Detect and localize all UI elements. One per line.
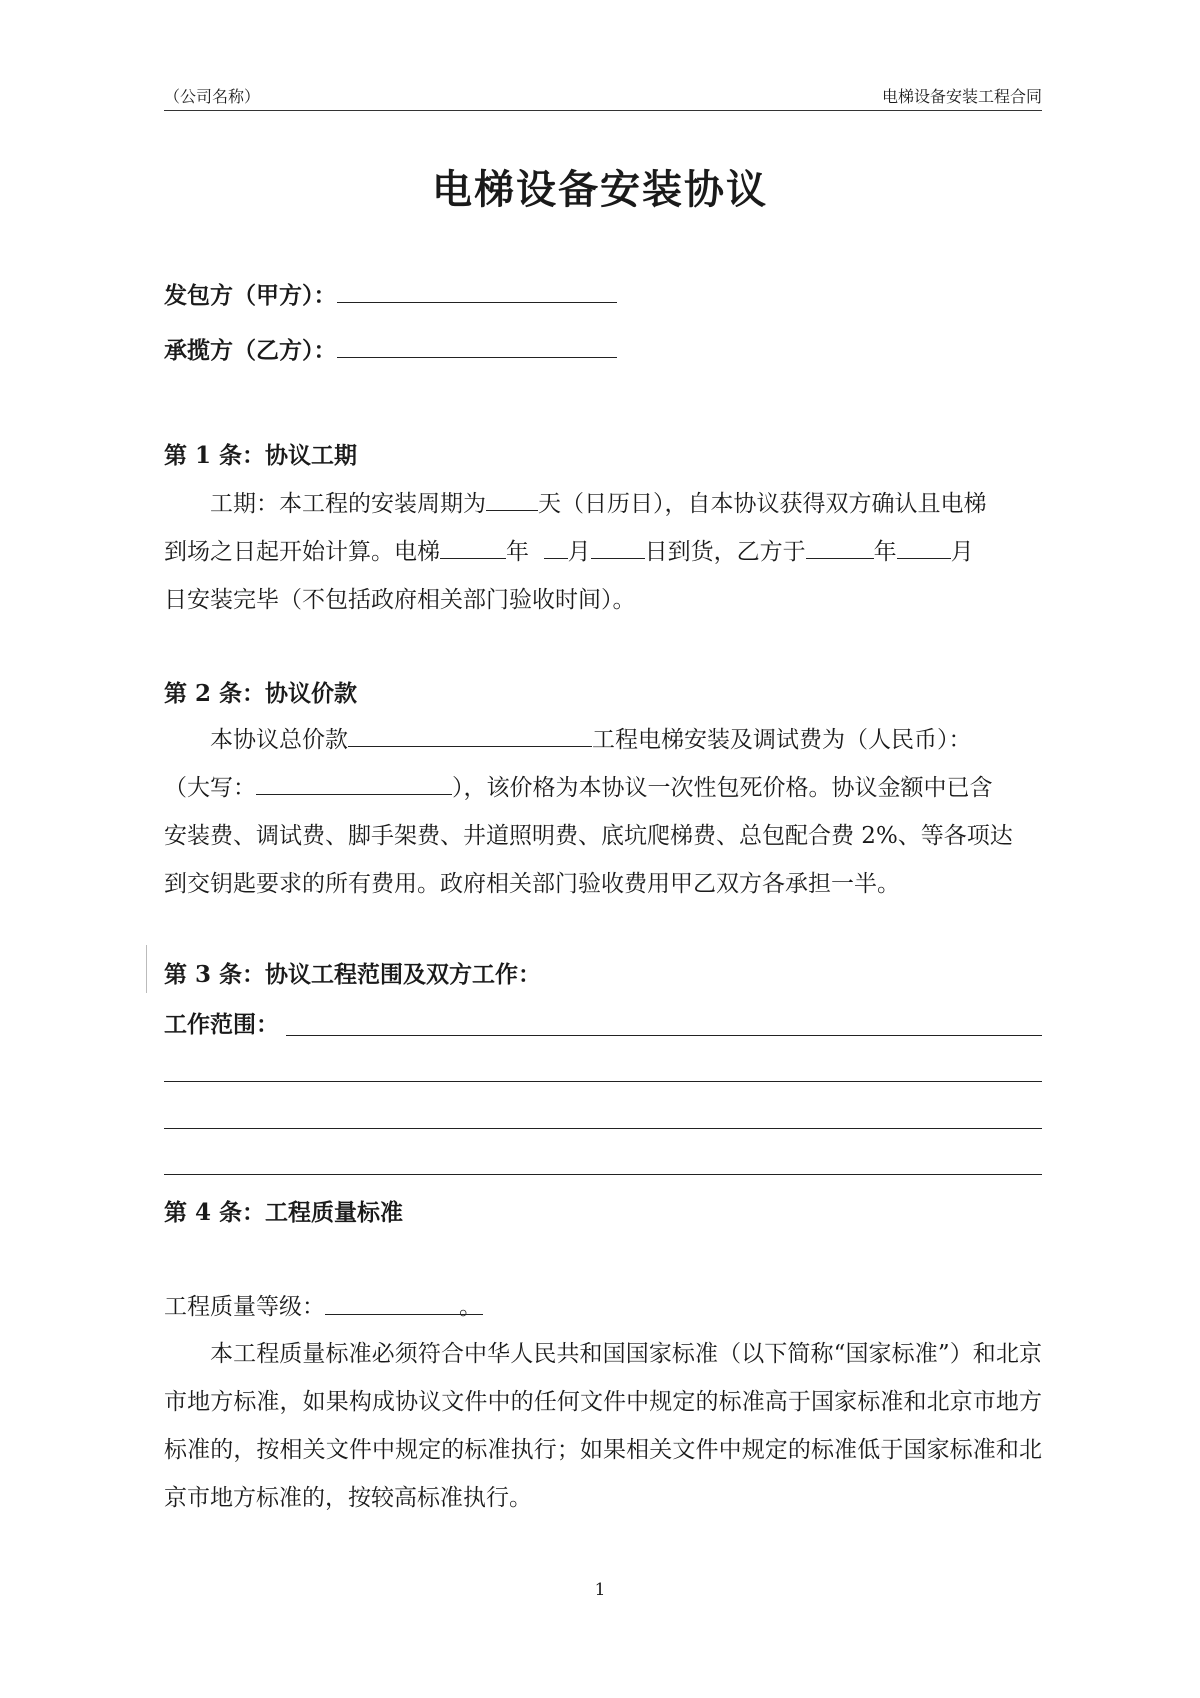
article-2-text: 到交钥匙要求的所有费用。政府相关部门验收费用甲乙双方各承担一半。 <box>164 871 900 897</box>
scope-blank-line[interactable] <box>164 1174 1042 1175</box>
arrival-month-blank[interactable] <box>544 534 568 559</box>
completion-month-blank[interactable] <box>897 534 951 559</box>
margin-change-bar <box>146 945 147 993</box>
article-2-text: ），该价格为本协议一次性包死价格。协议金额中已含 <box>452 775 993 801</box>
article-2-text: 本协议总价款 <box>210 727 348 753</box>
quality-grade-line <box>164 1290 483 1324</box>
article-2-body <box>164 716 1042 908</box>
arrival-year-blank[interactable] <box>440 534 506 559</box>
quality-grade-blank[interactable] <box>325 1290 483 1320</box>
article-1-text: 年 <box>873 539 897 565</box>
party-a-line <box>164 278 617 313</box>
amount-in-words-blank[interactable] <box>256 770 452 795</box>
article-3-heading: 第 3 条：协议工程范围及双方工作： <box>164 961 542 988</box>
article-2-text: 安装费、调试费、脚手架费、井道照明费、底坑爬梯费、总包配合费 2%、等各项达 <box>164 823 1013 849</box>
quality-grade-period: 。 <box>459 1294 482 1320</box>
page-title: 电梯设备安装协议 <box>432 166 768 213</box>
article-1-text: 年 <box>506 539 529 565</box>
completion-year-blank[interactable] <box>806 534 874 559</box>
header-document-title: 电梯设备安装工程合同 <box>881 87 1042 106</box>
page-number: 1 <box>594 1580 606 1600</box>
scope-blank-line[interactable] <box>164 1128 1042 1129</box>
article-1-text: 日安装完毕（不包括政府相关部门验收时间）。 <box>164 587 636 613</box>
scope-blank-line[interactable] <box>164 1081 1042 1082</box>
article-1-text: 到场之日起开始计算。电梯 <box>164 539 440 565</box>
duration-days-blank[interactable] <box>486 486 538 511</box>
article-1-text: 日到货，乙方于 <box>644 539 806 565</box>
party-b-line <box>164 333 617 368</box>
party-b-blank[interactable] <box>337 333 617 358</box>
article-1-heading: 第 1 条：协议工期 <box>164 442 358 469</box>
party-a-blank[interactable] <box>337 278 617 303</box>
party-b-label: 承揽方（乙方）： <box>164 337 337 364</box>
header-company-name: （公司名称） <box>164 87 261 106</box>
article-1-body <box>164 480 1042 624</box>
quality-standard-paragraph: 本工程质量标准必须符合中华人民共和国国家标准（以下简称“国家标准”）和北京市地方标准，如果构成协议文件中的任何文件中规定的标准高于国家标准和北京市地方标准的，按相关文件中规定的标准执行；如果相关文件中规定的标准低于国家标准和北京市地方标准的，按较高标准执行。 <box>164 1341 1042 1511</box>
article-1-text: 工期：本工程的安装周期为 <box>210 491 486 517</box>
article-1-text: 月 <box>567 539 591 565</box>
article-2-heading: 第 2 条：协议价款 <box>164 680 358 707</box>
scope-label: 工作范围： <box>164 1011 279 1038</box>
article-1-text: 天（日历日），自本协议获得双方确认且电梯 <box>538 491 987 517</box>
project-name-blank[interactable] <box>348 722 592 747</box>
article-2-text: （大写： <box>164 775 256 801</box>
article-4-heading: 第 4 条：工程质量标准 <box>164 1199 404 1226</box>
article-2-text: 工程电梯安装及调试费为（人民币）： <box>592 727 972 753</box>
scope-blank-line[interactable] <box>286 1035 1042 1036</box>
running-header <box>164 84 1042 111</box>
arrival-day-blank[interactable] <box>591 534 645 559</box>
party-a-label: 发包方（甲方）： <box>164 282 337 309</box>
article-1-text: 月 <box>950 539 974 565</box>
quality-grade-label: 工程质量等级： <box>164 1294 325 1320</box>
